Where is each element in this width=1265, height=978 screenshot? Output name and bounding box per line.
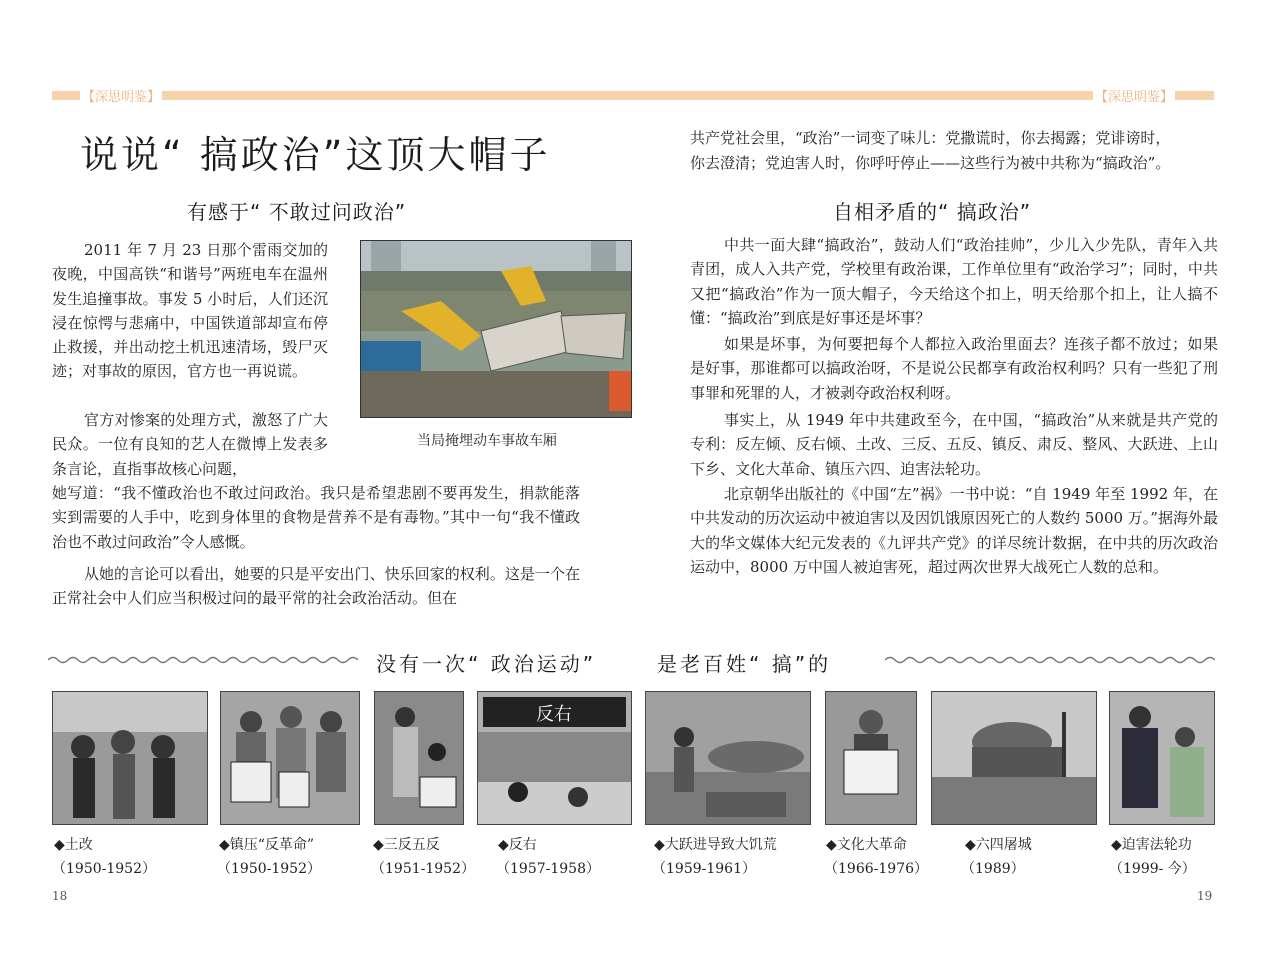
right-paragraph-1: 中共一面大肆“搞政治”，鼓动人们“政治挂帅”，少儿入少先队，青年入共青团，成人入共产党，学校里有政治课，工作单位里有“政治学习”；同时，中共又把“搞政治”作为一顶大帽子，今天给这个扣上，明天给那个扣上，让人搞不懂：“搞政治”到底是好事还是坏事？ [690,236,1218,327]
anti-rightist-sign-text: 反右 [536,704,572,725]
right-subheading: 自相矛盾的“ 搞政治” [833,200,1032,224]
wavy-divider-right [885,654,1215,666]
timeline-label-three-five-anti: ◆三反五反 [373,837,440,853]
right-paragraph-2: 如果是坏事，为何要把每个人都拉入政治里面去？连孩子都不放过；如果是好事，那谁都可以搞政治呀，不是说公民都享有政治权利吗？只有一些犯了刑事罪和死罪的人，才被剥夺政治权利呀。 [690,335,1218,402]
photo-land-reform [52,691,208,825]
timeline-label-falun-gong-persecution: ◆迫害法轮功 [1111,837,1192,853]
photo-cultural-revolution [825,691,917,825]
timeline-years-falun-gong-persecution: （1999- 今） [1109,861,1196,877]
timeline-label-great-leap-famine: ◆大跃进导致大饥荒 [654,837,777,853]
timeline-years-tiananmen-massacre: （1989） [961,861,1025,877]
header-bar-left [52,91,1214,100]
timeline-years-cultural-revolution: （1966-1976） [824,861,928,877]
page-title: 说说“ 搞政治”这顶大帽子 [80,133,551,177]
photo-great-leap-famine [645,691,811,825]
timeline-years-anti-rightist: （1957-1958） [496,861,600,877]
left-paragraph-2: 官方对惨案的处理方式，激怒了广大民众。一位有良知的艺人在微博上发表多条言论，直指事故核心问题， [52,411,328,478]
right-paragraph-4: 北京朝华出版社的《中国“左”祸》一书中说：“自 1949 年至 1992 年，在中共发动的历次运动中被迫害以及因饥饿原因死亡的人数约 5000 万。”据海外最大的华文媒体大纪元发表的《九评共产党》的详尽统计数据，在中共的历次政治运动中，8000 万中国人被迫害死，超过两次世界大战死亡人数的总和。 [690,485,1218,576]
banner-title-part1: 没有一次“ 政治运动” [376,652,597,676]
timeline-label-tiananmen-massacre: ◆六四屠城 [965,837,1032,853]
photo-suppress-counterrevolution [220,691,360,825]
header-tag-right: 【深思明鉴】 [1093,86,1175,105]
page-number-right: 19 [1197,889,1213,903]
photo-three-five-anti [374,691,464,825]
page-number-left: 18 [52,889,68,903]
timeline-label-suppress-counterrevolution: ◆镇压“反革命” [219,837,315,853]
right-paragraph-3: 事实上，从 1949 年中共建政至今，在中国，“搞政治”从来就是共产党的专利：反左倾、反右倾、土改、三反、五反、镇反、肃反、整风、大跃进、上山下乡、文化大革命、镇压六四、迫害法轮功。 [690,411,1218,478]
right-top-line-1: 共产党社会里，“政治”一词变了味儿：党撒谎时，你去揭露；党诽谤时， [690,129,1171,147]
left-paragraph-4: 从她的言论可以看出，她要的只是平安出门、快乐回家的权利。这是一个在正常社会中人们应当积极过问的最平常的社会政治活动。但在 [52,565,580,608]
photo-falun-gong-persecution [1109,691,1215,825]
timeline-label-cultural-revolution: ◆文化大革命 [826,837,907,853]
left-paragraph-3: 她写道：“我不懂政治也不敢过问政治。我只是希望悲剧不要再发生，捐款能落实到需要的人手中，吃到身体里的食物是营养不是有毒物。”其中一句“我不懂政治也不敢过问政治”令人感慨。 [52,484,580,551]
photo-anti-rightist [477,691,632,825]
left-paragraph-1: 2011 年 7 月 23 日那个雷雨交加的夜晚，中国高铁“和谐号”两班电车在温州发生追撞事故。事发 5 小时后，人们还沉浸在惊愕与悲痛中，中国铁道部却宣布停止救援，并出动挖土机迅速清场，毁尸灭迹；对事故的原因，官方也一再说谎。 [52,241,328,381]
photo-tiananmen-massacre [931,691,1097,825]
timeline-label-anti-rightist: ◆反右 [498,837,537,853]
right-top-line-2: 你去澄清；党迫害人时，你呼吁停止——这些行为被中共称为“搞政治”。 [690,154,1171,172]
timeline-years-land-reform: （1950-1952） [52,861,156,877]
timeline-years-three-five-anti: （1951-1952） [371,861,475,877]
train-wreck-photo [360,240,632,418]
timeline-label-land-reform: ◆土改 [54,837,93,853]
timeline-years-suppress-counterrevolution: （1950-1952） [217,861,321,877]
header-tag-left: 【深思明鉴】 [80,86,162,105]
timeline-years-great-leap-famine: （1959-1961） [652,861,756,877]
left-subheading: 有感于“ 不敢过问政治” [187,200,407,224]
wavy-divider-left [48,654,358,666]
photo-caption: 当局掩埋动车事故车厢 [417,433,557,449]
banner-title-part2: 是老百姓“ 搞”的 [657,652,832,676]
